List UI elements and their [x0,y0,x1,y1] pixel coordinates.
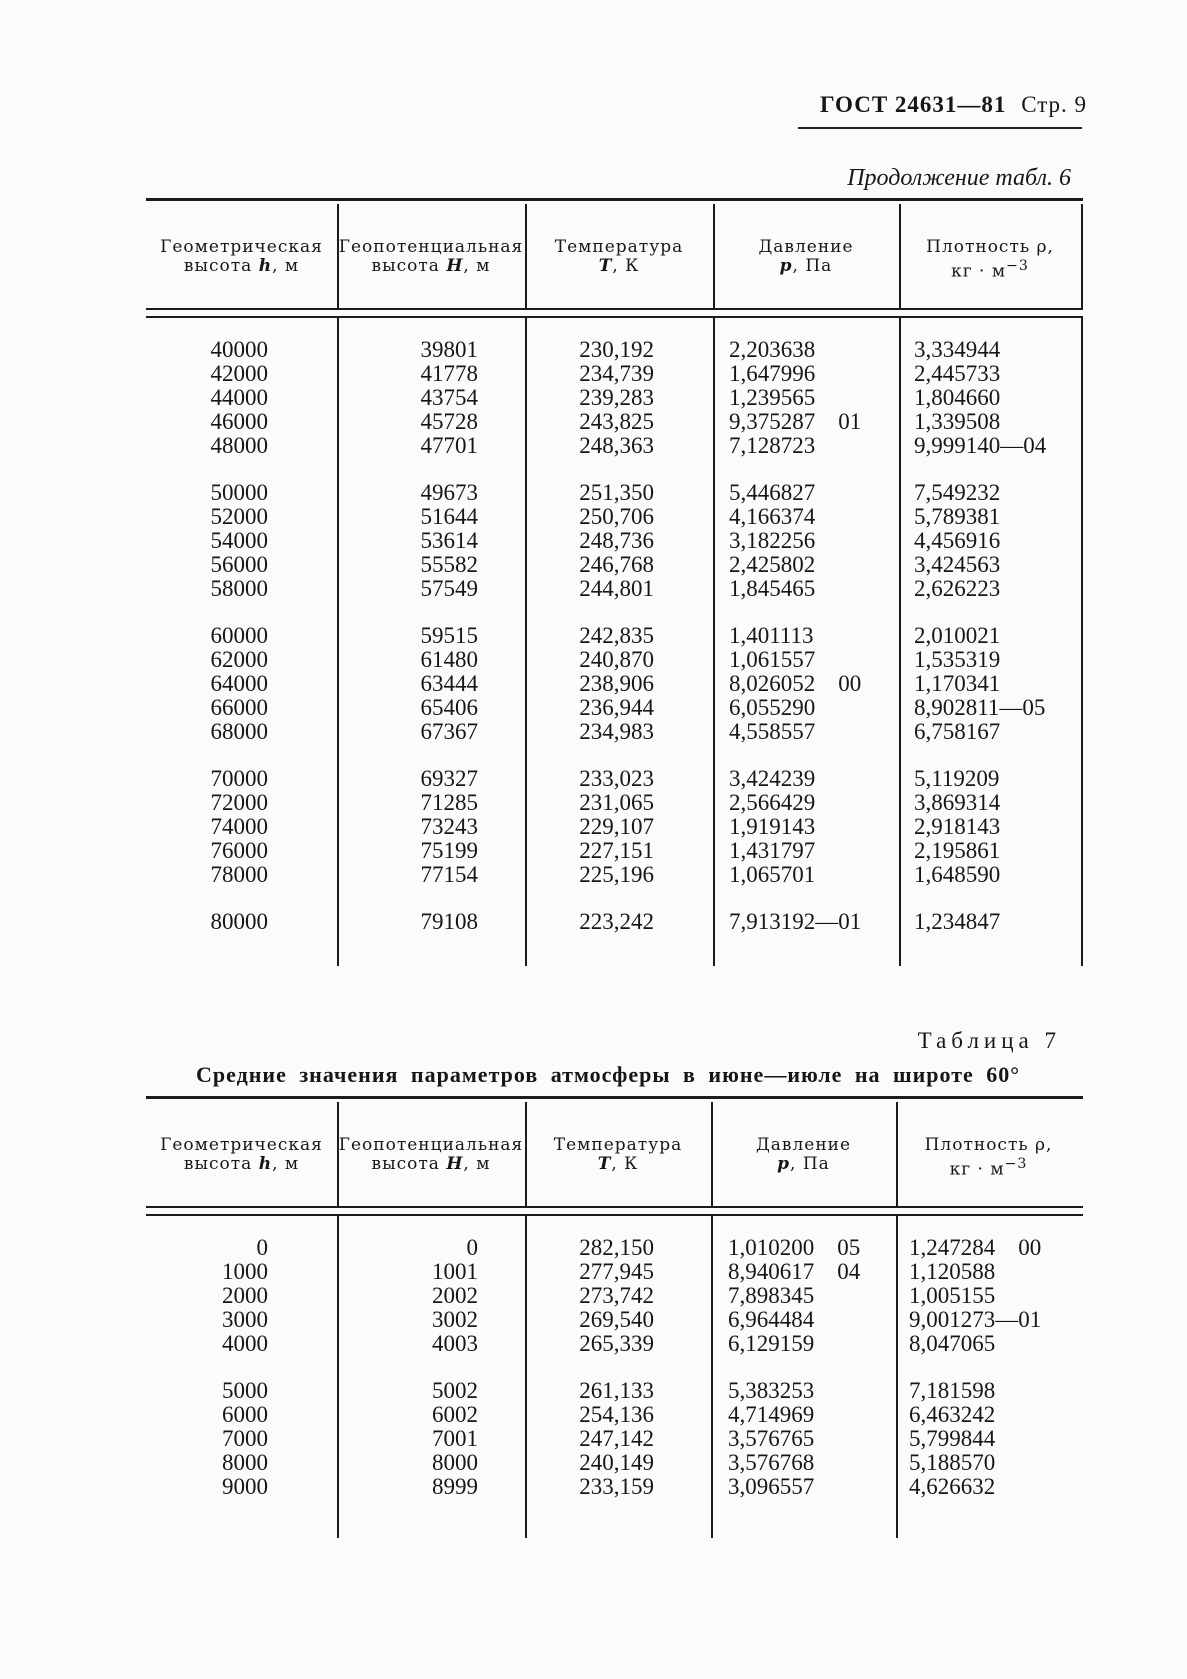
cell-density: 1,339508 [914,409,1001,434]
cell-geopotential-height: 65406 [420,695,478,720]
cell-pressure: 3,424239 [729,766,816,791]
cell-pressure: 1,010200 05 [728,1235,861,1260]
cell-pressure: 1,401113 [729,623,814,648]
col-header-density [899,238,1081,282]
cell-temperature: 234,739 [579,361,654,386]
table-row [146,767,1083,791]
cell-density: 9,001273—01 [909,1307,1042,1332]
cell-temperature: 269,540 [579,1307,654,1332]
cell-geometric-height: 80000 [210,909,268,934]
cell-geopotential-height: 47701 [420,433,478,458]
col-header-line2 [896,1155,1081,1180]
cell-density: 1,535319 [914,647,1001,672]
cell-geopotential-height: 61480 [420,647,478,672]
cell-temperature: 261,133 [579,1378,654,1403]
table-row [146,505,1083,529]
cell-geometric-height: 6000 [222,1402,268,1427]
col-header-symbol: p [777,1154,791,1174]
col-header-line1: Температура [554,237,684,257]
cell-geometric-height: 3000 [222,1307,268,1332]
cell-density: 1,170341 [914,671,1001,696]
table6-continuation-caption: Продолжение табл. 6 [847,165,1071,191]
cell-temperature: 236,944 [579,695,654,720]
cell-temperature: 251,350 [579,480,654,505]
cell-pressure: 7,898345 [728,1283,815,1308]
cell-pressure: 6,129159 [728,1331,815,1356]
cell-geometric-height: 70000 [210,766,268,791]
cell-pressure: 1,061557 [729,647,816,672]
cell-temperature: 248,736 [579,528,654,553]
col-header-geopotential-height [337,238,525,276]
row-group [146,338,1083,458]
cell-geometric-height: 52000 [210,504,268,529]
table-row [146,1284,1083,1308]
col-header-prefix: высота [371,256,447,276]
col-header-symbol: T [597,1154,612,1174]
cell-geopotential-height: 4003 [432,1331,478,1356]
cell-temperature: 248,363 [579,433,654,458]
cell-pressure: 2,425802 [729,552,816,577]
cell-pressure: 1,065701 [729,862,816,887]
cell-temperature: 282,150 [579,1235,654,1260]
cell-pressure: 1,431797 [729,838,816,863]
cell-pressure: 4,558557 [729,719,816,744]
col-header-unit: , м [272,1154,300,1174]
table-row [146,553,1083,577]
table-row [146,720,1083,744]
col-header-line1: Плотность ρ, [924,1135,1053,1155]
table-row [146,672,1083,696]
col-header-line2 [713,257,899,276]
cell-pressure: 8,940617 04 [728,1259,861,1284]
col-header-line2 [525,257,713,276]
table-row [146,1427,1083,1451]
cell-density: 7,549232 [914,480,1001,505]
cell-geometric-height: 60000 [210,623,268,648]
col-header-line2 [711,1155,896,1174]
cell-density: 3,334944 [914,337,1001,362]
cell-density: 1,234847 [914,909,1001,934]
col-header-pressure [711,1136,896,1174]
table-row [146,863,1083,887]
cell-density: 2,626223 [914,576,1001,601]
cell-temperature: 242,835 [579,623,654,648]
table-row [146,386,1083,410]
cell-geometric-height: 40000 [210,337,268,362]
col-header-unit: −3 [1006,258,1029,274]
cell-density: 2,195861 [914,838,1001,863]
col-header-density [896,1136,1081,1180]
header-separator [146,1206,1083,1216]
cell-geometric-height: 68000 [210,719,268,744]
col-header-prefix: высота [183,1154,259,1174]
cell-pressure: 1,239565 [729,385,816,410]
cell-geopotential-height: 77154 [420,862,478,887]
cell-density: 9,999140—04 [914,433,1047,458]
table-row [146,577,1083,601]
table-top-rule [146,1096,1083,1099]
cell-temperature: 240,870 [579,647,654,672]
col-header-symbol: T [598,256,613,276]
cell-density: 7,181598 [909,1378,996,1403]
cell-density: 3,424563 [914,552,1001,577]
cell-geopotential-height: 71285 [420,790,478,815]
col-header-line1: Давление [755,1135,852,1155]
cell-geopotential-height: 1001 [432,1259,478,1284]
col-header-line1: Давление [758,237,854,257]
table-6-body [146,338,1083,957]
col-header-geopotential-height [337,1136,525,1174]
cell-density: 6,463242 [909,1402,996,1427]
cell-geometric-height: 0 [256,1235,268,1260]
col-header-prefix: высота [371,1154,447,1174]
cell-temperature: 234,983 [579,719,654,744]
col-header-line1: Геометрическая [160,1135,323,1155]
col-header-line2 [525,1155,711,1174]
col-header-symbol: h [258,256,273,276]
cell-temperature: 277,945 [579,1259,654,1284]
col-header-unit: , Па [790,1154,830,1174]
cell-geometric-height: 8000 [222,1450,268,1475]
table-row [146,1332,1083,1356]
col-header-line2 [146,1155,337,1174]
table-top-rule [146,198,1083,201]
col-header-unit: , м [272,256,300,276]
cell-geopotential-height: 5002 [432,1378,478,1403]
row-group [146,481,1083,601]
cell-temperature: 229,107 [579,814,654,839]
cell-geometric-height: 62000 [210,647,268,672]
cell-pressure: 6,055290 [729,695,816,720]
cell-temperature: 246,768 [579,552,654,577]
col-header-temperature [525,1136,711,1174]
col-header-prefix: кг · м [949,1159,1005,1180]
table-6 [146,198,1083,966]
cell-density: 1,005155 [909,1283,996,1308]
cell-density: 1,120588 [909,1259,996,1284]
cell-density: 2,010021 [914,623,1001,648]
cell-geometric-height: 7000 [222,1426,268,1451]
cell-geopotential-height: 43754 [420,385,478,410]
col-header-symbol: H [446,1154,464,1174]
table-row [146,624,1083,648]
cell-geometric-height: 44000 [210,385,268,410]
table7-title: Средние значения параметров атмосферы в июне—июле на широте 60° [196,1062,1021,1087]
cell-geometric-height: 74000 [210,814,268,839]
cell-geopotential-height: 55582 [420,552,478,577]
cell-density: 2,445733 [914,361,1001,386]
cell-geometric-height: 56000 [210,552,268,577]
cell-density: 8,047065 [909,1331,996,1356]
cell-geometric-height: 48000 [210,433,268,458]
table-row [146,529,1083,553]
cell-geometric-height: 54000 [210,528,268,553]
cell-temperature: 239,283 [579,385,654,410]
cell-pressure: 3,096557 [728,1474,815,1499]
cell-temperature: 230,192 [579,337,654,362]
cell-geopotential-height: 0 [466,1235,478,1260]
header-separator [146,308,1083,318]
col-header-line1: Геометрическая [160,237,323,257]
table-row [146,1236,1083,1260]
col-header-line2 [146,257,337,276]
col-header-symbol: H [446,256,464,276]
col-header-unit: , Па [792,256,833,276]
cell-geopotential-height: 3002 [432,1307,478,1332]
cell-temperature: 265,339 [579,1331,654,1356]
table-row [146,410,1083,434]
cell-geometric-height: 9000 [222,1474,268,1499]
cell-geopotential-height: 39801 [420,337,478,362]
cell-geopotential-height: 57549 [420,576,478,601]
cell-pressure: 8,026052 00 [729,671,862,696]
row-group [146,624,1083,744]
cell-geometric-height: 50000 [210,480,268,505]
cell-pressure: 4,166374 [729,504,816,529]
col-header-line2 [337,257,525,276]
cell-density: 1,247284 00 [909,1235,1042,1260]
cell-geopotential-height: 6002 [432,1402,478,1427]
table-row [146,910,1083,934]
col-header-unit: −3 [1004,1156,1028,1172]
page-number: Стр. 9 [1021,92,1088,117]
col-header-line1: Температура [553,1135,683,1155]
cell-temperature: 240,149 [579,1450,654,1475]
page-header [820,92,1087,118]
cell-temperature: 238,906 [579,671,654,696]
col-header-unit: , К [612,256,640,276]
cell-geopotential-height: 67367 [420,719,478,744]
cell-density: 6,758167 [914,719,1001,744]
cell-geopotential-height: 2002 [432,1283,478,1308]
cell-geometric-height: 72000 [210,790,268,815]
cell-geometric-height: 42000 [210,361,268,386]
table-7 [146,1096,1083,1538]
cell-temperature: 233,159 [579,1474,654,1499]
table-row [146,648,1083,672]
cell-temperature: 250,706 [579,504,654,529]
cell-geopotential-height: 8999 [432,1474,478,1499]
col-header-line1: Плотность ρ, [926,237,1054,257]
cell-density: 5,119209 [914,766,1000,791]
col-header-unit: , К [611,1154,639,1174]
cell-geopotential-height: 73243 [420,814,478,839]
cell-density: 1,804660 [914,385,1001,410]
col-header-pressure [713,238,899,276]
table-row [146,791,1083,815]
cell-pressure: 3,576765 [728,1426,815,1451]
row-group [146,767,1083,887]
cell-geometric-height: 64000 [210,671,268,696]
cell-temperature: 247,142 [579,1426,654,1451]
cell-pressure: 5,383253 [728,1378,815,1403]
col-header-temperature [525,238,713,276]
cell-pressure: 6,964484 [728,1307,815,1332]
table-7-body [146,1236,1083,1522]
col-header-line2 [337,1155,525,1174]
cell-geometric-height: 78000 [210,862,268,887]
cell-density: 1,648590 [914,862,1001,887]
cell-temperature: 254,136 [579,1402,654,1427]
cell-geometric-height: 76000 [210,838,268,863]
table-row [146,1308,1083,1332]
cell-pressure: 3,182256 [729,528,816,553]
cell-pressure: 9,375287 01 [729,409,862,434]
table-row [146,1451,1083,1475]
table-row [146,1475,1083,1499]
cell-geopotential-height: 45728 [420,409,478,434]
cell-geometric-height: 2000 [222,1283,268,1308]
cell-pressure: 4,714969 [728,1402,815,1427]
cell-pressure: 7,128723 [729,433,816,458]
column-rule [1081,204,1083,308]
table-row [146,1379,1083,1403]
cell-density: 4,456916 [914,528,1001,553]
table-row [146,481,1083,505]
cell-geometric-height: 1000 [222,1259,268,1284]
col-header-unit: , м [463,256,491,276]
col-header-line1: Геопотенциальная [338,1135,524,1155]
col-header-prefix: высота [183,256,259,276]
cell-temperature: 227,151 [579,838,654,863]
cell-geometric-height: 66000 [210,695,268,720]
cell-density: 8,902811—05 [914,695,1046,720]
cell-geopotential-height: 69327 [420,766,478,791]
cell-geopotential-height: 79108 [420,909,478,934]
cell-temperature: 233,023 [579,766,654,791]
row-group [146,910,1083,934]
cell-geopotential-height: 49673 [420,480,478,505]
table-row [146,696,1083,720]
standard-number: ГОСТ 24631—81 [820,92,1007,117]
table-row [146,1260,1083,1284]
cell-density: 2,918143 [914,814,1001,839]
table-row [146,815,1083,839]
cell-geopotential-height: 59515 [420,623,478,648]
col-header-symbol: h [258,1154,273,1174]
cell-temperature: 225,196 [579,862,654,887]
cell-geopotential-height: 7001 [432,1426,478,1451]
cell-geometric-height: 58000 [210,576,268,601]
cell-pressure: 1,647996 [729,361,816,386]
cell-density: 5,799844 [909,1426,996,1451]
header-rule [798,127,1082,129]
table-row [146,362,1083,386]
cell-temperature: 273,742 [579,1283,654,1308]
col-header-geometric-height [146,1136,337,1174]
cell-geopotential-height: 63444 [420,671,478,696]
col-header-geometric-height [146,238,337,276]
table7-label: Таблица 7 [917,1028,1061,1053]
cell-geopotential-height: 8000 [432,1450,478,1475]
cell-temperature: 244,801 [579,576,654,601]
cell-geometric-height: 4000 [222,1331,268,1356]
cell-pressure: 2,203638 [729,337,816,362]
cell-pressure: 7,913192—01 [729,909,862,934]
cell-geopotential-height: 53614 [420,528,478,553]
cell-geopotential-height: 75199 [420,838,478,863]
cell-geometric-height: 46000 [210,409,268,434]
row-group [146,1379,1083,1499]
cell-density: 5,188570 [909,1450,996,1475]
cell-temperature: 231,065 [579,790,654,815]
cell-density: 4,626632 [909,1474,996,1499]
cell-density: 3,869314 [914,790,1001,815]
cell-geopotential-height: 51644 [420,504,478,529]
cell-geometric-height: 5000 [222,1378,268,1403]
cell-pressure: 1,845465 [729,576,816,601]
cell-pressure: 5,446827 [729,480,816,505]
col-header-line1: Геопотенциальная [338,237,524,257]
col-header-prefix: кг · м [951,261,1007,282]
cell-pressure: 3,576768 [728,1450,815,1475]
cell-geopotential-height: 41778 [420,361,478,386]
col-header-unit: , м [463,1154,491,1174]
col-header-symbol: p [779,256,793,276]
cell-pressure: 2,566429 [729,790,816,815]
col-header-line2 [899,257,1081,282]
cell-density: 5,789381 [914,504,1001,529]
table-row [146,839,1083,863]
table-row [146,1403,1083,1427]
table-row [146,434,1083,458]
cell-temperature: 243,825 [579,409,654,434]
row-group [146,1236,1083,1356]
cell-pressure: 1,919143 [729,814,816,839]
table-row [146,338,1083,362]
cell-temperature: 223,242 [579,909,654,934]
